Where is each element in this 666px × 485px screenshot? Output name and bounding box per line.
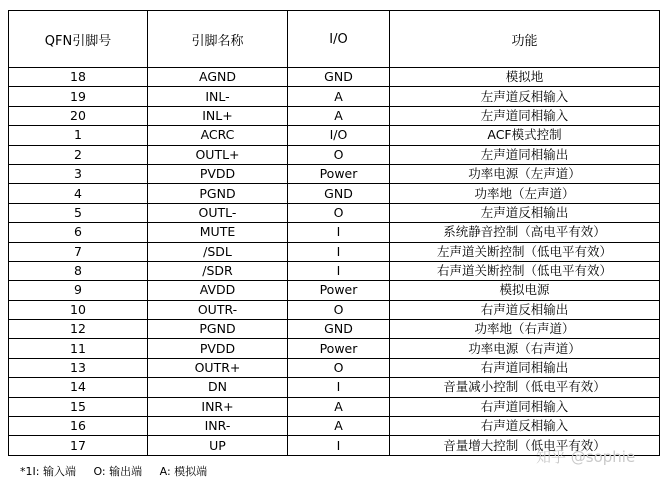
function-cell: 左声道关断控制（低电平有效） <box>390 242 660 261</box>
pin-name-cell: MUTE <box>148 223 288 242</box>
pin-number-cell: 6 <box>9 223 148 242</box>
pin-name-cell: AVDD <box>148 281 288 300</box>
pin-name-cell: INR+ <box>148 397 288 416</box>
pin-number-cell: 5 <box>9 203 148 222</box>
table-row <box>9 358 660 377</box>
table-row <box>9 164 660 183</box>
table-row <box>9 145 660 164</box>
function-cell: 功率电源（右声道） <box>390 339 660 358</box>
io-type-cell: GND <box>288 184 390 203</box>
pin-name-cell: PVDD <box>148 339 288 358</box>
function-cell: ACF模式控制 <box>390 126 660 145</box>
pin-number-cell: 1 <box>9 126 148 145</box>
io-type-cell: I <box>288 378 390 397</box>
pin-table <box>8 10 660 456</box>
function-cell: 音量增大控制（低电平有效） <box>390 436 660 455</box>
io-type-cell: GND <box>288 320 390 339</box>
io-type-cell: Power <box>288 281 390 300</box>
function-cell: 右声道关断控制（低电平有效） <box>390 261 660 280</box>
pin-number-cell: 18 <box>9 68 148 87</box>
table-row <box>9 281 660 300</box>
table-body <box>9 68 660 456</box>
pin-number-cell: 9 <box>9 281 148 300</box>
io-type-cell: A <box>288 87 390 106</box>
io-type-cell: O <box>288 358 390 377</box>
pin-name-cell: ACRC <box>148 126 288 145</box>
table-row <box>9 203 660 222</box>
pin-name-cell: UP <box>148 436 288 455</box>
function-cell: 左声道反相输出 <box>390 203 660 222</box>
pin-name-cell: /SDR <box>148 261 288 280</box>
table-row <box>9 242 660 261</box>
table-row <box>9 184 660 203</box>
table-row <box>9 397 660 416</box>
table-header-row <box>9 11 660 68</box>
pin-number-cell: 4 <box>9 184 148 203</box>
pin-name-cell: OUTL- <box>148 203 288 222</box>
pin-name-cell: INR- <box>148 417 288 436</box>
pin-name-cell: /SDL <box>148 242 288 261</box>
io-type-cell: O <box>288 203 390 222</box>
header-qfn-pin: QFN引脚号 <box>9 11 148 68</box>
function-cell: 右声道反相输入 <box>390 417 660 436</box>
pin-number-cell: 17 <box>9 436 148 455</box>
header-function: 功能 <box>390 11 660 68</box>
io-type-cell: A <box>288 417 390 436</box>
io-type-cell: A <box>288 397 390 416</box>
pin-name-cell: OUTR+ <box>148 358 288 377</box>
function-cell: 功率地（右声道） <box>390 320 660 339</box>
footnote <box>20 463 221 479</box>
header-pin-name: 引脚名称 <box>148 11 288 68</box>
pin-number-cell: 10 <box>9 300 148 319</box>
pin-number-cell: 19 <box>9 87 148 106</box>
table-row <box>9 261 660 280</box>
function-cell: 音量减小控制（低电平有效） <box>390 378 660 397</box>
pin-number-cell: 12 <box>9 320 148 339</box>
pin-number-cell: 20 <box>9 106 148 125</box>
function-cell: 右声道同相输入 <box>390 397 660 416</box>
watermark: 知乎 @sophie <box>536 448 636 466</box>
io-type-cell: Power <box>288 339 390 358</box>
pin-number-cell: 7 <box>9 242 148 261</box>
pin-number-cell: 8 <box>9 261 148 280</box>
io-type-cell: A <box>288 106 390 125</box>
table-row <box>9 300 660 319</box>
pin-number-cell: 11 <box>9 339 148 358</box>
pin-number-cell: 3 <box>9 164 148 183</box>
pin-number-cell: 15 <box>9 397 148 416</box>
io-type-cell: Power <box>288 164 390 183</box>
footnote-output: O: 输出端 <box>93 465 143 478</box>
pin-number-cell: 14 <box>9 378 148 397</box>
io-type-cell: I <box>288 223 390 242</box>
footnote-input: *1I: 输入端 <box>20 465 76 478</box>
function-cell: 左声道同相输入 <box>390 106 660 125</box>
io-type-cell: I/O <box>288 126 390 145</box>
table-row <box>9 417 660 436</box>
pin-name-cell: INL+ <box>148 106 288 125</box>
pin-number-cell: 13 <box>9 358 148 377</box>
function-cell: 左声道同相输出 <box>390 145 660 164</box>
table-row <box>9 87 660 106</box>
io-type-cell: O <box>288 300 390 319</box>
function-cell: 左声道反相输入 <box>390 87 660 106</box>
function-cell: 功率地（左声道） <box>390 184 660 203</box>
io-type-cell: GND <box>288 68 390 87</box>
function-cell: 模拟电源 <box>390 281 660 300</box>
pin-name-cell: AGND <box>148 68 288 87</box>
io-type-cell: I <box>288 261 390 280</box>
table-row <box>9 68 660 87</box>
io-type-cell: I <box>288 242 390 261</box>
pin-name-cell: DN <box>148 378 288 397</box>
pin-name-cell: PVDD <box>148 164 288 183</box>
function-cell: 右声道同相输出 <box>390 358 660 377</box>
pin-name-cell: OUTR- <box>148 300 288 319</box>
pin-name-cell: PGND <box>148 320 288 339</box>
table-row <box>9 126 660 145</box>
table-row <box>9 320 660 339</box>
pin-number-cell: 16 <box>9 417 148 436</box>
header-io: I/O <box>288 11 390 68</box>
table-row <box>9 339 660 358</box>
pin-number-cell: 2 <box>9 145 148 164</box>
footnote-analog: A: 模拟端 <box>159 465 208 478</box>
function-cell: 右声道反相输出 <box>390 300 660 319</box>
function-cell: 系统静音控制（高电平有效） <box>390 223 660 242</box>
table-row <box>9 223 660 242</box>
table-row <box>9 106 660 125</box>
pin-name-cell: OUTL+ <box>148 145 288 164</box>
pin-name-cell: PGND <box>148 184 288 203</box>
io-type-cell: O <box>288 145 390 164</box>
function-cell: 模拟地 <box>390 68 660 87</box>
table-row <box>9 378 660 397</box>
io-type-cell: I <box>288 436 390 455</box>
function-cell: 功率电源（左声道） <box>390 164 660 183</box>
pin-name-cell: INL- <box>148 87 288 106</box>
